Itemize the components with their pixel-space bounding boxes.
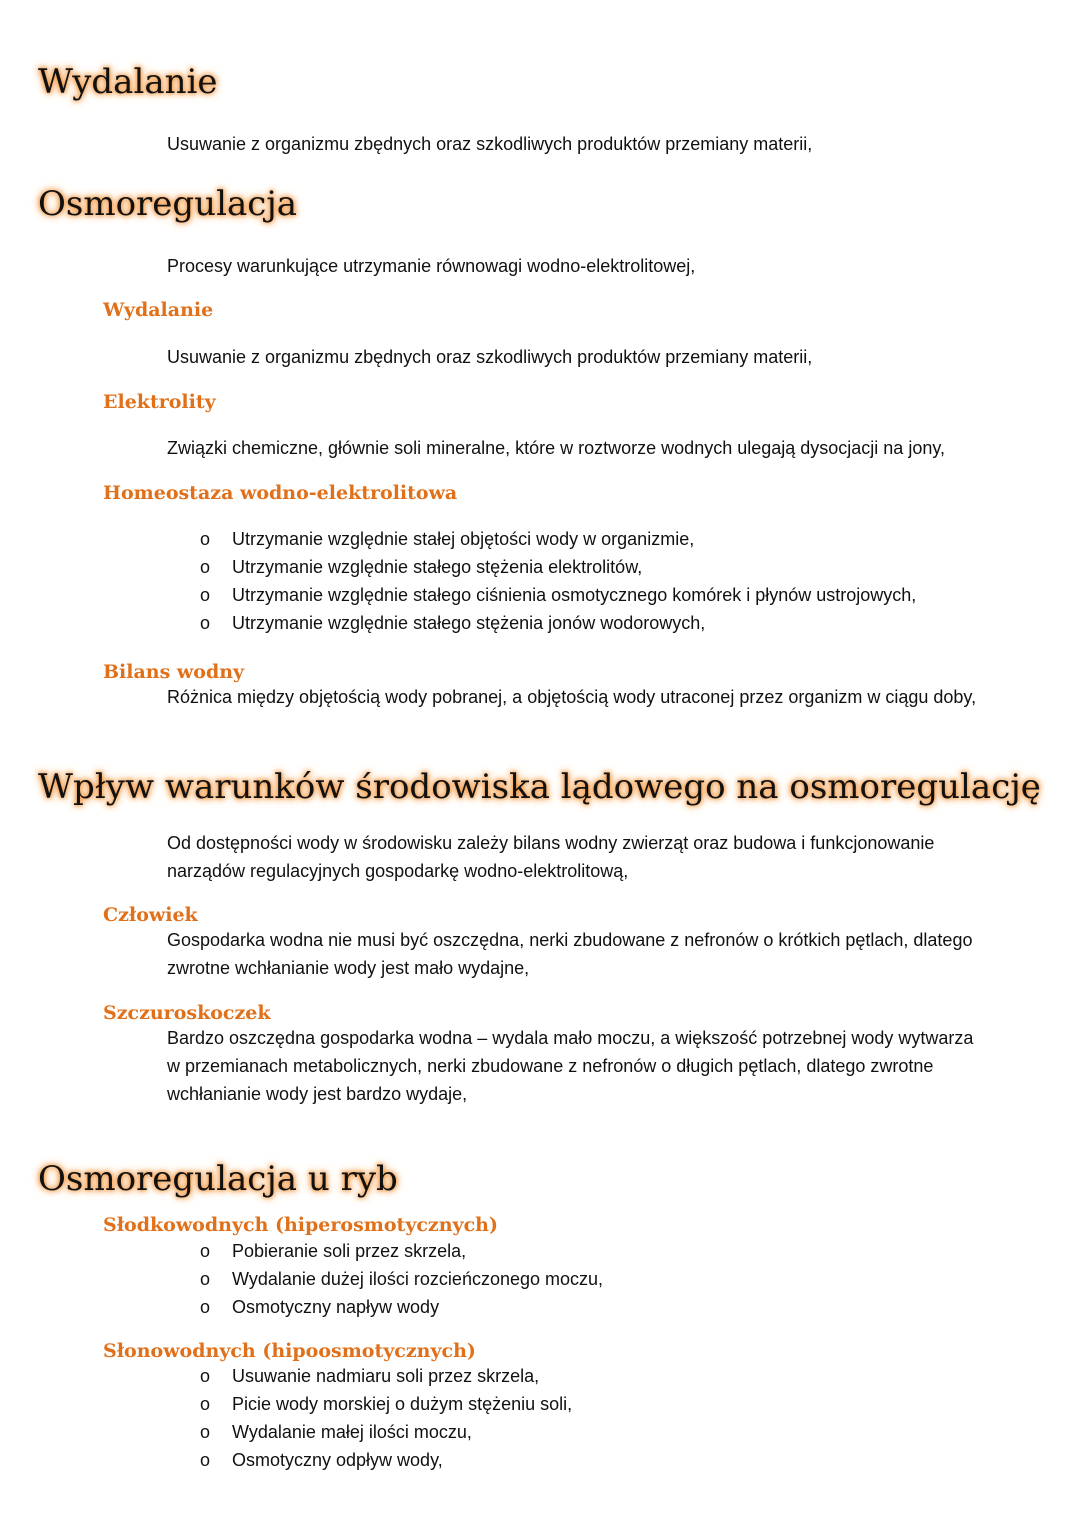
subheading-szczuroskoczek: Szczuroskoczek <box>103 1002 271 1024</box>
wplyw-intro-line: Od dostępności wody w środowisku zależy bilans wodny zwierząt oraz budowa i funkcjonowanie <box>167 833 935 853</box>
heading-wydalanie: Wydalanie <box>38 62 218 102</box>
osmoregulacja-definition: Procesy warunkujące utrzymanie równowagi wodno-elektrolitowej, <box>167 256 696 276</box>
list-item: o Wydalanie dużej ilości rozcieńczonego moczu, <box>200 1265 603 1293</box>
bullet-icon: o <box>200 1394 211 1414</box>
bullet-icon: o <box>200 585 211 605</box>
szczuroskoczek-line: wchłanianie wody jest bardzo wydaje, <box>167 1084 468 1104</box>
subheading-homeostaza: Homeostaza wodno-elektrolitowa <box>103 482 458 504</box>
list-item: o Wydalanie małej ilości moczu, <box>200 1418 472 1446</box>
subheading-slodkowodnych: Słodkowodnych (hiperosmotycznych) <box>103 1214 498 1236</box>
subheading-slonowodnych: Słonowodnych (hipoosmotycznych) <box>103 1340 476 1362</box>
subheading-wydalanie: Wydalanie <box>103 299 214 321</box>
bullet-icon: o <box>200 1450 211 1470</box>
wplyw-intro-line: narządów regulacyjnych gospodarkę wodno-elektrolitową, <box>167 861 629 881</box>
list-item: o Usuwanie nadmiaru soli przez skrzela, <box>200 1362 539 1390</box>
bullet-icon: o <box>200 1297 211 1317</box>
wydalanie-definition: Usuwanie z organizmu zbędnych oraz szkodliwych produktów przemiany materii, <box>167 134 813 154</box>
list-item: o Utrzymanie względnie stałego stężenia jonów wodorowych, <box>200 609 705 637</box>
bullet-icon: o <box>200 1422 211 1442</box>
list-item: o Utrzymanie względnie stałego stężenia elektrolitów, <box>200 553 642 581</box>
czlowiek-line: zwrotne wchłanianie wody jest mało wydajne, <box>167 958 530 978</box>
bullet-icon: o <box>200 1269 211 1289</box>
bilans-wodny-definition: Różnica między objętością wody pobranej, a objętością wody utraconej przez organizm w ciągu doby, <box>167 687 977 707</box>
list-item: o Osmotyczny odpływ wody, <box>200 1446 443 1474</box>
bullet-icon: o <box>200 529 211 549</box>
subheading-bilans-wodny: Bilans wodny <box>103 661 245 683</box>
list-item: o Osmotyczny napływ wody <box>200 1293 439 1321</box>
list-item: o Utrzymanie względnie stałego ciśnienia osmotycznego komórek i płynów ustrojowych, <box>200 581 916 609</box>
list-item: o Pobieranie soli przez skrzela, <box>200 1237 466 1265</box>
szczuroskoczek-line: Bardzo oszczędna gospodarka wodna – wydala mało moczu, a większość potrzebnej wody wytwarza <box>167 1028 974 1048</box>
heading-osmoregulacja-ryb: Osmoregulacja u ryb <box>38 1159 398 1199</box>
szczuroskoczek-line: w przemianach metabolicznych, nerki zbudowane z nefronów o długich pętlach, dlatego zwrotne <box>167 1056 934 1076</box>
bullet-icon: o <box>200 1241 211 1261</box>
subheading-elektrolity: Elektrolity <box>103 391 216 413</box>
bullet-icon: o <box>200 557 211 577</box>
elektrolity-definition: Związki chemiczne, głównie soli mineralne, które w roztworze wodnych ulegają dysocjacji na jony, <box>167 438 946 458</box>
heading-wplyw-warunkow: Wpływ warunków środowiska lądowego na osmoregulację <box>38 767 1041 807</box>
subheading-czlowiek: Człowiek <box>103 904 198 926</box>
bullet-icon: o <box>200 1366 211 1386</box>
bullet-icon: o <box>200 613 211 633</box>
list-item: o Utrzymanie względnie stałej objętości wody w organizmie, <box>200 525 694 553</box>
list-item: o Picie wody morskiej o dużym stężeniu soli, <box>200 1390 572 1418</box>
wydalanie-sub-definition: Usuwanie z organizmu zbędnych oraz szkodliwych produktów przemiany materii, <box>167 347 813 367</box>
czlowiek-line: Gospodarka wodna nie musi być oszczędna, nerki zbudowane z nefronów o krótkich pętlach, dlatego <box>167 930 973 950</box>
heading-osmoregulacja: Osmoregulacja <box>38 184 298 224</box>
